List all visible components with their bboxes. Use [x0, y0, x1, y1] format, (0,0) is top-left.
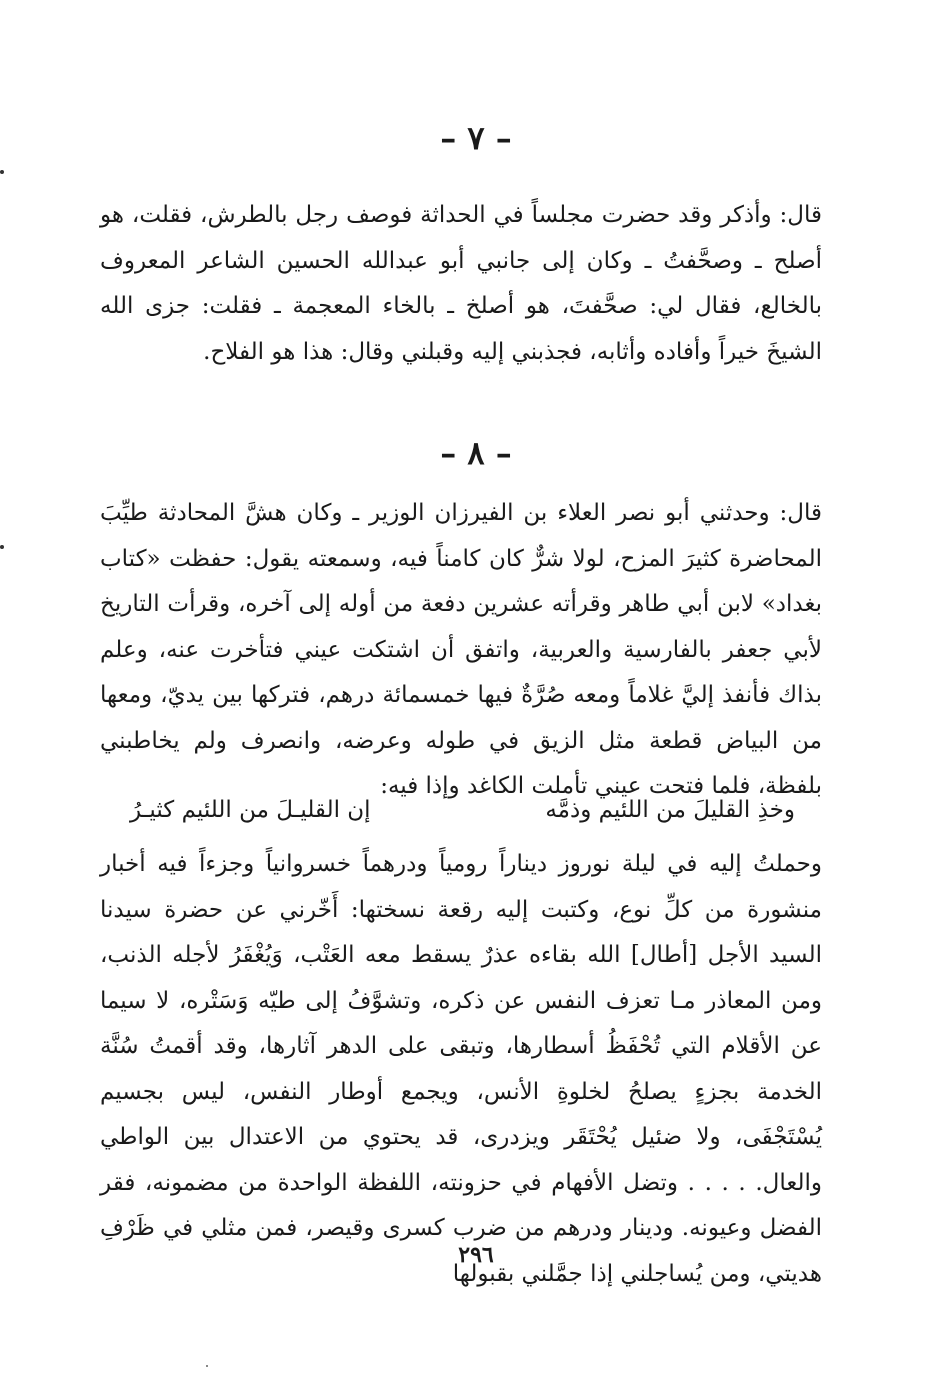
verse-hemistich-first: وخذِ القليلَ من اللئيم وذمَّه: [545, 797, 795, 823]
page-number: ٢٩٦: [458, 1242, 494, 1268]
section-number-7: – ٧ –: [440, 119, 512, 157]
section-8-paragraph-after-verse: وحملتُ إليه في ليلة نوروز ديناراً رومياً ودرهماً خسروانياً وجزءاً فيه أخبار منشورة من كلِّ نوع، وكتبت إليه رقعة نسختها: أَخّرني عن حضرة سيدنا السيد الأجل [أطال] الله بقاءه عذرٌ يسقط معه العَتْب، وَيُغْفَرُ لأجله الذنب، ومن المعاذر مـا تعزف النفس عن ذكره، وتشوَّفُ إلى طيّه وَسَتْره، لا سيما عن الأقلام التي تُحْفَظُ أسطارها، وتبقى على الدهر آثارها، وقد أقمتُ سُنَّة الخدمة بجزءٍ يصلحُ لخلوةِ الأنس، ويجمع أوطار النفس، ليس بجسيم يُسْتَجْفَى، ولا ضئيل يُحْتَقَر ويزدرى، قد يحتوي من الاعتدال بين الواطي والعال. . . . . وتضل الأفهام في حزونته، اللفظة الواحدة من مضمونه، فقر الفضل وعيونه. ودينار ودرهم من ضرب كسرى وقيصر، فمن مثلي في ظَرْفِ هديتي، ومن يُساجلني إذا جمَّلني بقبولها: [100, 851, 822, 1287]
section-7-text: [100, 193, 822, 375]
section-number-8: – ٨ –: [440, 434, 512, 472]
margin-mark: [0, 170, 4, 174]
section-8-text: [100, 491, 822, 810]
section-8-paragraph: قال: وحدثني أبو نصر العلاء بن الفيرزان الوزير ـ وكان هشَّ المحادثة طيِّبَ المحاضرة كثيرَ المزح، لولا شرٌّ كان كامناً فيه، وسمعته يقول: حفظت «كتاب بغداد» لابن أبي طاهر وقرأته عشرين دفعة من أوله إلى آخره، وقرأت التاريخ لأبي جعفر بالفارسية والعربية، واتفق أن اشتكت عيني فتأخرت عنه، وعلم بذاك فأنفذ إليَّ غلاماً ومعه صُرَّةٌ فيها خمسمائة درهم، فتركها بين يديّ، ومعها من البياض قطعة مثل الزيق في طوله وعرضه، وانصرف ولم يخاطبني بلفظة، فلما فتحت عيني تأملت الكاغد وإذا فيه:: [100, 500, 822, 799]
margin-mark: [0, 545, 4, 549]
scan-speck: [206, 1365, 208, 1367]
verse-hemistich-second: إن القليـلَ من اللئيم كثيـرُ: [130, 797, 371, 823]
verse-line: [130, 790, 795, 830]
section-7-paragraph: قال: وأذكر وقد حضرت مجلساً في الحداثة فوصف رجل بالطرش، فقلت، هو أصلح ـ وصحَّفتُ ـ وكان إلى جانبي أبو عبدالله الحسين الشاعر المعروف بالخالع، فقال لي: صحَّفتَ، هو أصلخ ـ بالخاء المعجمة ـ فقلت: جزى الله الشيخَ خيراً وأفاده وأثابه، فجذبني إليه وقبلني وقال: هذا هو الفلاح.: [100, 202, 822, 365]
section-8-continuation: [100, 842, 822, 1297]
